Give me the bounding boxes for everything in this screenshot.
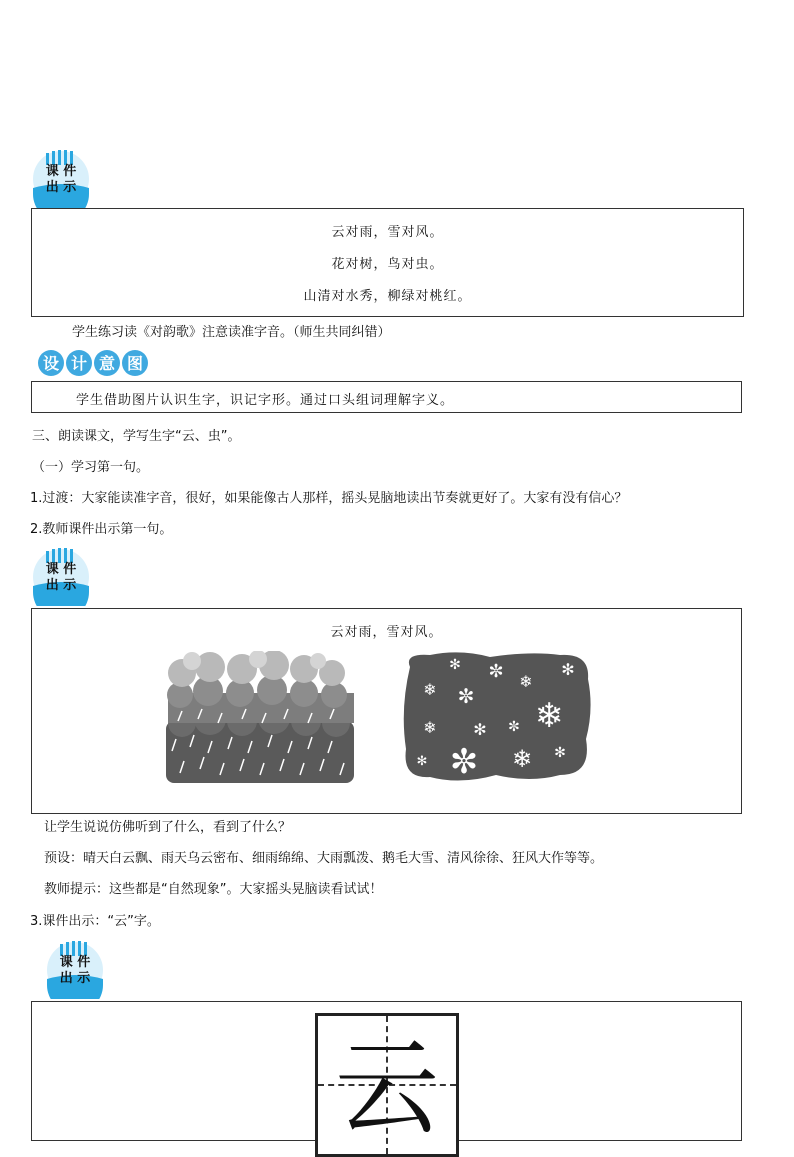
design-intent-label	[37, 348, 157, 382]
preset-text: 预设：晴天白云飘、雨天乌云密布、细雨绵绵、大雨瓢泼、鹅毛大雪、清风徐徐、狂风大作等等。	[44, 851, 604, 866]
courseware-badge-2	[32, 548, 90, 606]
poem-line-1: 云对雨，雪对风。	[331, 225, 444, 240]
rain-clouds-illustration	[162, 651, 358, 791]
courseware-badge-3	[46, 941, 104, 999]
design-intent-icon	[37, 348, 157, 378]
courseware-badge-icon	[32, 150, 90, 208]
snow-illustration	[400, 649, 594, 785]
ask-text: 让学生说说仿佛听到了什么，看到了什么？	[44, 820, 292, 835]
poem-line-2: 花对树，鸟对虫。	[331, 257, 444, 272]
design-char-1: 设	[42, 354, 60, 373]
badge-line2: 出 示	[59, 971, 91, 986]
courseware-badge-1	[32, 150, 90, 208]
svg-text:✻: ✻	[561, 660, 575, 679]
hint-text: 教师提示：这些都是“自然现象”。大家摇头晃脑读看试试！	[44, 882, 383, 897]
courseware-badge-icon	[46, 941, 104, 999]
courseware-badge-icon	[32, 548, 90, 606]
svg-text:✻: ✻	[554, 745, 566, 761]
svg-text:✼: ✼	[457, 684, 475, 708]
item2-text: 2.教师课件出示第一句。	[30, 522, 173, 537]
badge-line1: 课 件	[45, 164, 77, 179]
character-box	[31, 1001, 742, 1149]
illustration-caption: 云对雨，雪对风。	[330, 625, 443, 640]
svg-text:✻: ✻	[473, 720, 487, 739]
svg-text:❄: ❄	[534, 696, 564, 736]
item3-text: 3.课件出示：“云”字。	[30, 914, 160, 929]
big-character: 云	[334, 1027, 439, 1149]
svg-text:✼: ✼	[449, 742, 479, 782]
badge-line2: 出 示	[45, 180, 77, 195]
section3-title: 三、朗读课文，学写生字“云、虫”。	[32, 429, 241, 444]
svg-text:❄: ❄	[519, 672, 533, 691]
item1-text: 1.过渡：大家能读准字音，很好，如果能像古人那样，摇头晃脑地读出节奏就更好了。大家有没有信心？	[30, 491, 628, 506]
design-char-3: 意	[98, 354, 116, 373]
svg-text:✼: ✼	[488, 661, 504, 682]
poem-line-3: 山清对水秀，柳绿对桃红。	[303, 289, 472, 304]
badge-line1: 课 件	[59, 955, 91, 970]
sub1-title: （一）学习第一句。	[32, 460, 150, 475]
character-practice-grid	[315, 1013, 459, 1157]
svg-text:✻: ✻	[449, 657, 461, 673]
design-intent-text: 学生借助图片认识生字，识记字形。通过口头组词理解字义。	[76, 393, 455, 408]
svg-text:❄: ❄	[423, 680, 437, 699]
svg-text:❄: ❄	[511, 745, 533, 773]
illustration-box	[31, 608, 742, 814]
design-intent-box	[31, 381, 742, 413]
badge-line2: 出 示	[45, 578, 77, 593]
design-char-2: 计	[70, 354, 88, 373]
practice-text: 学生练习读《对韵歌》注意读准字音。（师生共同纠错）	[72, 325, 391, 340]
poem-box	[31, 208, 744, 317]
badge-line1: 课 件	[45, 562, 77, 577]
design-char-4: 图	[126, 354, 144, 373]
svg-text:✼: ✼	[508, 719, 520, 735]
svg-text:✻: ✻	[416, 754, 428, 769]
svg-text:❄: ❄	[423, 718, 437, 737]
